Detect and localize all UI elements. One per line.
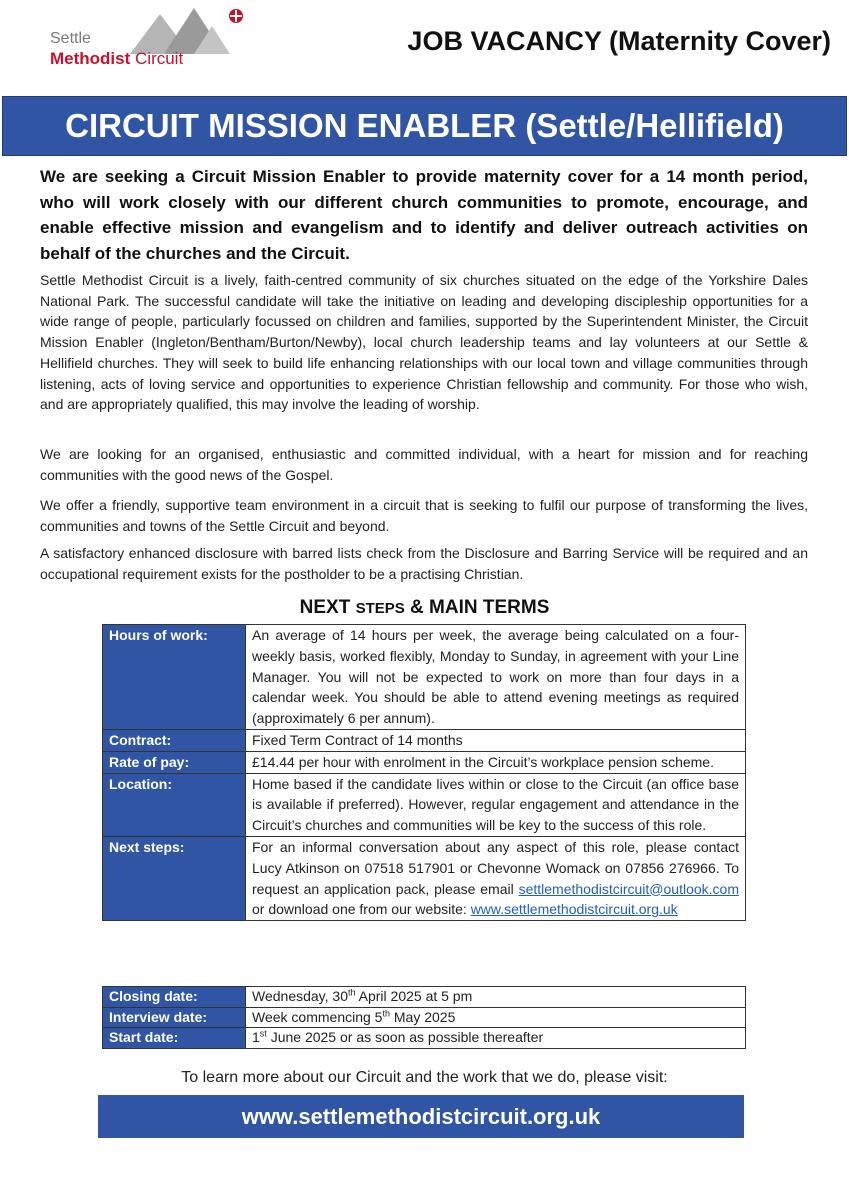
table-row [103, 729, 746, 751]
next-steps-value: For an informal conversation about any aspect of this role, please contact Lucy Atkinson on 07518 517901 or Chevonne Womack on 07856 276966. To request an application pack, please email settlemethodistcircuit@outlook.com or download one from our website: www.settlemethodistcircuit.org.uk [246, 836, 746, 920]
next-steps-heading: NEXT STEPS & MAIN TERMS [299, 597, 550, 618]
location-value: Home based if the candidate lives within or close to the Circuit (an office base is available if preferred). However, regular engagement and attendance in the Circuit’s churches and communities will be key to the success of this role. [246, 773, 746, 836]
table-row [103, 751, 746, 773]
paragraph-looking-for: We are looking for an organised, enthusiastic and committed individual, with a heart for mission and for reaching communities with the good news of the Gospel. [40, 446, 808, 483]
paragraph-circuit-description: Settle Methodist Circuit is a lively, faith-centred community of six churches situated on the edge of the Yorkshire Dales National Park. The successful candidate will take the initiative on leading and developing discipleship opportunities for a wide range of people, particularly focussed on children and families, supported by the Superintendent Minister, the Circuit Mission Enabler (Ingleton/Bentham/Burton/Newby), local church leadership teams and lay volunteers at our Settle & Hellifield churches. They will seek to build life enhancing relationships with our local town and village communities through listening, acts of loving service and opportunities to experience Christian fellowship and community. For those who wish, and are appropriately qualified, this may involve the leading of worship. [40, 272, 808, 413]
intro-paragraph: We are seeking a Circuit Mission Enabler to provide maternity cover for a 14 month period, who will work closely with our different church communities to promote, encourage, and enable effective mission and evangelism and to identify and deliver outreach activities on behalf of the churches and the Circuit. [40, 167, 808, 263]
learn-more-text: To learn more about our Circuit and the work that we do, please visit: [181, 1069, 668, 1086]
table-row [103, 1028, 746, 1049]
start-date-label: Start date: [103, 1028, 246, 1049]
logo-word-methodist: Methodist Circuit [50, 49, 184, 68]
website-link[interactable]: www.settlemethodistcircuit.org.uk [470, 901, 678, 918]
interview-date-label: Interview date: [103, 1007, 246, 1028]
table-row [103, 625, 746, 730]
paragraph-we-offer: We offer a friendly, supportive team environment in a circuit that is seeking to fulfil our purpose of transforming the lives, communities and towns of the Settle Circuit and beyond. [40, 497, 808, 534]
position-title-banner: CIRCUIT MISSION ENABLER (Settle/Hellifield) [2, 96, 847, 156]
table-row [103, 987, 746, 1008]
website-url-banner[interactable]: www.settlemethodistcircuit.org.uk [98, 1095, 744, 1138]
interview-date-value: Week commencing 5th May 2025 [246, 1007, 746, 1028]
rate-of-pay-value: £14.44 per hour with enrolment in the Circuit’s workplace pension scheme. [246, 751, 746, 773]
dates-table [102, 986, 746, 1049]
hours-value: An average of 14 hours per week, the average being calculated on a four-weekly basis, worked flexibly, Monday to Sunday, in agreement with your Line Manager. You will not be expected to work on more than four days in a calendar week. You should be able to attend evening meetings as required (approximately 6 per annum). [246, 625, 746, 730]
hours-label: Hours of work: [103, 625, 246, 730]
email-link[interactable]: settlemethodistcircuit@outlook.com [518, 880, 739, 897]
rate-of-pay-label: Rate of pay: [103, 751, 246, 773]
settle-methodist-logo [50, 6, 220, 70]
location-label: Location: [103, 773, 246, 836]
table-row [103, 1007, 746, 1028]
closing-date-label: Closing date: [103, 987, 246, 1008]
job-vacancy-title: JOB VACANCY (Maternity Cover) [407, 26, 831, 56]
logo-word-settle: Settle [50, 30, 91, 47]
paragraph-disclosure: A satisfactory enhanced disclosure with barred lists check from the Disclosure and Barring Service will be required and an occupational requirement exists for the postholder to be a practising Christian. [40, 545, 808, 582]
table-row [103, 836, 746, 920]
contract-label: Contract: [103, 729, 246, 751]
next-steps-label: Next steps: [103, 836, 246, 920]
table-row [103, 773, 746, 836]
contract-value: Fixed Term Contract of 14 months [246, 729, 746, 751]
main-terms-table [102, 624, 746, 921]
closing-date-value: Wednesday, 30th April 2025 at 5 pm [246, 987, 746, 1008]
start-date-value: 1st June 2025 or as soon as possible thereafter [246, 1028, 746, 1049]
